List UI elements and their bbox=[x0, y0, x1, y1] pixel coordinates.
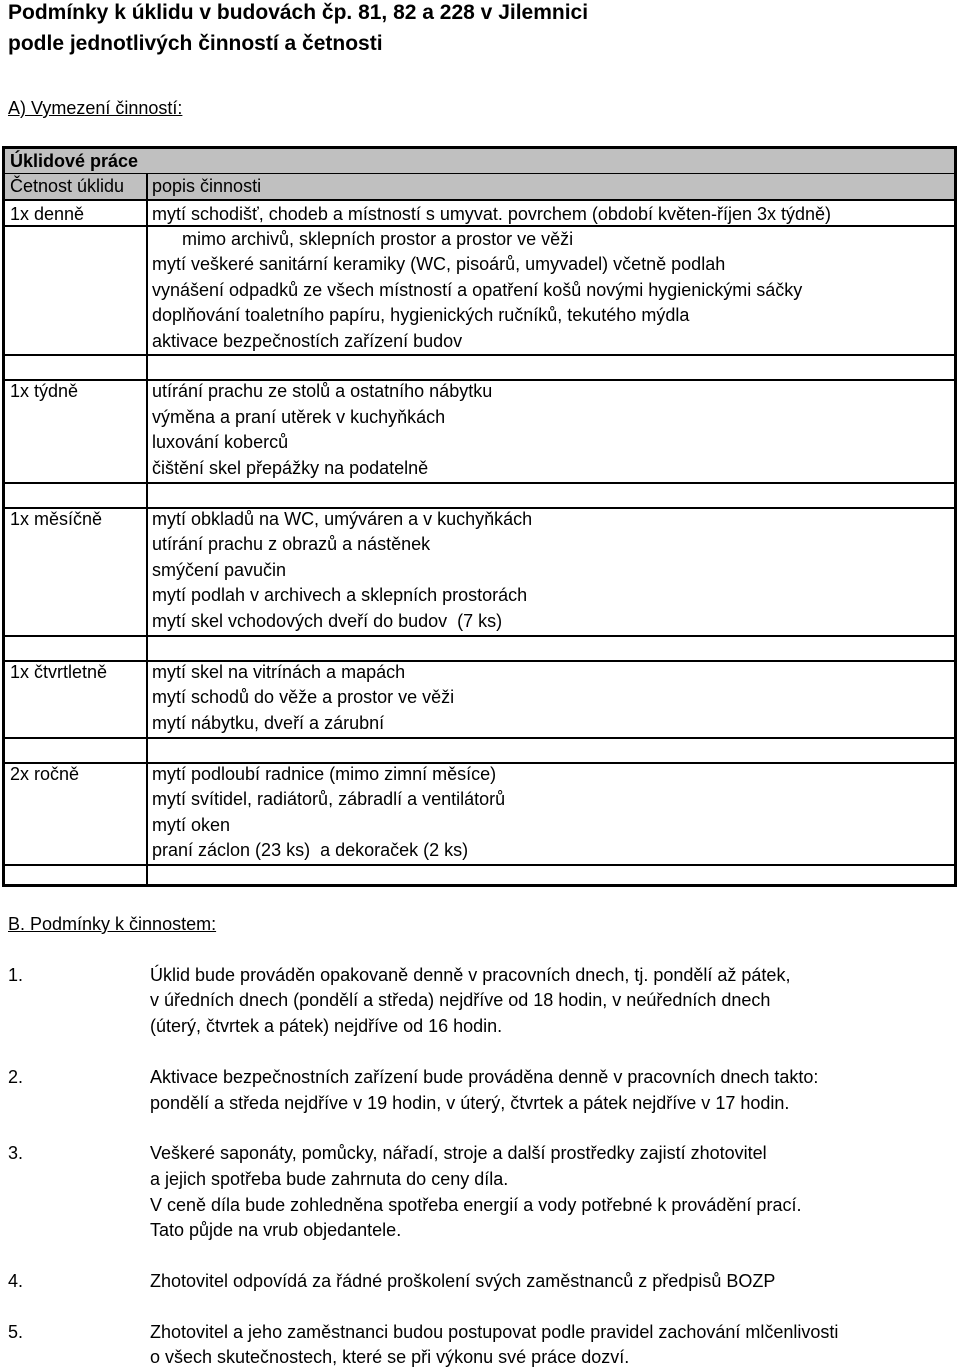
condition-text: Aktivace bezpečnostních zařízení bude prováděna denně v pracovních dnech takto: bbox=[150, 1067, 819, 1087]
task-item: mimo archivů, sklepních prostor a prostor ve věži bbox=[152, 229, 574, 249]
column-header-description: popis činnosti bbox=[152, 176, 262, 196]
document-title-line-1: Podmínky k úklidu v budovách čp. 81, 82 a 228 v Jilemnici bbox=[8, 1, 589, 24]
frequency-daily: 1x denně bbox=[10, 204, 85, 224]
condition-text: V ceně díla bude zohledněna spotřeba energií a vody potřebné k provádění prací. bbox=[150, 1195, 802, 1215]
frequency-twice-yearly: 2x ročně bbox=[10, 764, 80, 784]
task-item: utírání prachu z obrazů a nástěnek bbox=[152, 534, 431, 554]
condition-text: o všech skutečnostech, které se při výkonu své práce dozví. bbox=[150, 1347, 630, 1367]
task-item: utírání prachu ze stolů a ostatního nábytku bbox=[152, 381, 493, 401]
task-item: mytí veškeré sanitární keramiky (WC, pisoárů, umyvadel) včetně podlah bbox=[152, 254, 726, 274]
row-divider bbox=[5, 635, 954, 637]
task-item: smýčení pavučin bbox=[152, 560, 287, 580]
condition-text: Úklid bude prováděn opakovaně denně v pracovních dnech, tj. pondělí až pátek, bbox=[150, 965, 791, 985]
task-item: luxování koberců bbox=[152, 432, 289, 452]
condition-number: 3. bbox=[8, 1143, 24, 1163]
document-title-line-2: podle jednotlivých činností a četnosti bbox=[8, 32, 383, 55]
condition-number: 4. bbox=[8, 1271, 24, 1291]
task-item: mytí skel vchodových dveří do budov (7 ks) bbox=[152, 611, 503, 631]
task-item: mytí podlah v archivech a sklepních prostorách bbox=[152, 585, 528, 605]
task-item: mytí schodů do věže a prostor ve věži bbox=[152, 687, 455, 707]
section-a-heading: A) Vymezení činností: bbox=[8, 98, 183, 118]
task-item: praní záclon (23 ks) a dekoraček (2 ks) bbox=[152, 840, 469, 860]
condition-text: v úředních dnech (pondělí a středa) nejdříve od 18 hodin, v neúředních dnech bbox=[150, 990, 771, 1010]
task-item: mytí skel na vitrínách a mapách bbox=[152, 662, 406, 682]
condition-text: Zhotovitel a jeho zaměstnanci budou postupovat podle pravidel zachování mlčenlivosti bbox=[150, 1322, 839, 1342]
condition-text: a jejich spotřeba bude zahrnuta do ceny díla. bbox=[150, 1169, 509, 1189]
task-item: čištění skel přepážky na podatelně bbox=[152, 458, 429, 478]
frequency-monthly: 1x měsíčně bbox=[10, 509, 103, 529]
condition-text: Tato půjde na vrub objedantele. bbox=[150, 1220, 402, 1240]
task-item: doplňování toaletního papíru, hygienických ručníků, tekutého mýdla bbox=[152, 305, 690, 325]
frequency-quarterly: 1x čtvrtletně bbox=[10, 662, 108, 682]
task-item: mytí schodišť, chodeb a místností s umyvat. povrchem (období květen-říjen 3x týdně) bbox=[152, 204, 832, 224]
condition-text: Zhotovitel odpovídá za řádné proškolení svých zaměstnanců z předpisů BOZP bbox=[150, 1271, 776, 1291]
frequency-weekly: 1x týdně bbox=[10, 381, 79, 401]
column-header-frequency: Četnost úklidu bbox=[10, 176, 125, 196]
cleaning-table bbox=[2, 146, 957, 887]
task-item: mytí obkladů na WC, umýváren a v kuchyňkách bbox=[152, 509, 533, 529]
task-item: mytí oken bbox=[152, 815, 231, 835]
condition-text: pondělí a středa nejdříve v 19 hodin, v úterý, čtvrtek a pátek nejdříve v 17 hodin. bbox=[150, 1093, 790, 1113]
row-divider bbox=[5, 482, 954, 484]
task-item: mytí nábytku, dveří a zárubní bbox=[152, 713, 385, 733]
condition-text: Veškeré saponáty, pomůcky, nářadí, stroje a další prostředky zajistí zhotovitel bbox=[150, 1143, 767, 1163]
condition-number: 2. bbox=[8, 1067, 24, 1087]
column-divider bbox=[146, 173, 148, 884]
condition-number: 5. bbox=[8, 1322, 24, 1342]
task-item: vynášení odpadků ze všech místností a opatření košů novými hygienickými sáčky bbox=[152, 280, 803, 300]
row-divider bbox=[5, 225, 954, 227]
row-divider bbox=[5, 354, 954, 356]
table-header-title: Úklidové práce bbox=[10, 151, 139, 171]
row-divider bbox=[5, 864, 954, 866]
section-b-heading: B. Podmínky k činnostem: bbox=[8, 914, 217, 934]
condition-text: (úterý, čtvrtek a pátek) nejdříve od 16 hodin. bbox=[150, 1016, 503, 1036]
task-item: aktivace bezpečnostích zařízení budov bbox=[152, 331, 463, 351]
task-item: mytí podloubí radnice (mimo zimní měsíce) bbox=[152, 764, 497, 784]
task-item: mytí svítidel, radiátorů, zábradlí a ventilátorů bbox=[152, 789, 506, 809]
row-divider bbox=[5, 737, 954, 739]
condition-number: 1. bbox=[8, 965, 24, 985]
row-divider bbox=[5, 660, 954, 662]
task-item: výměna a praní utěrek v kuchyňkách bbox=[152, 407, 446, 427]
